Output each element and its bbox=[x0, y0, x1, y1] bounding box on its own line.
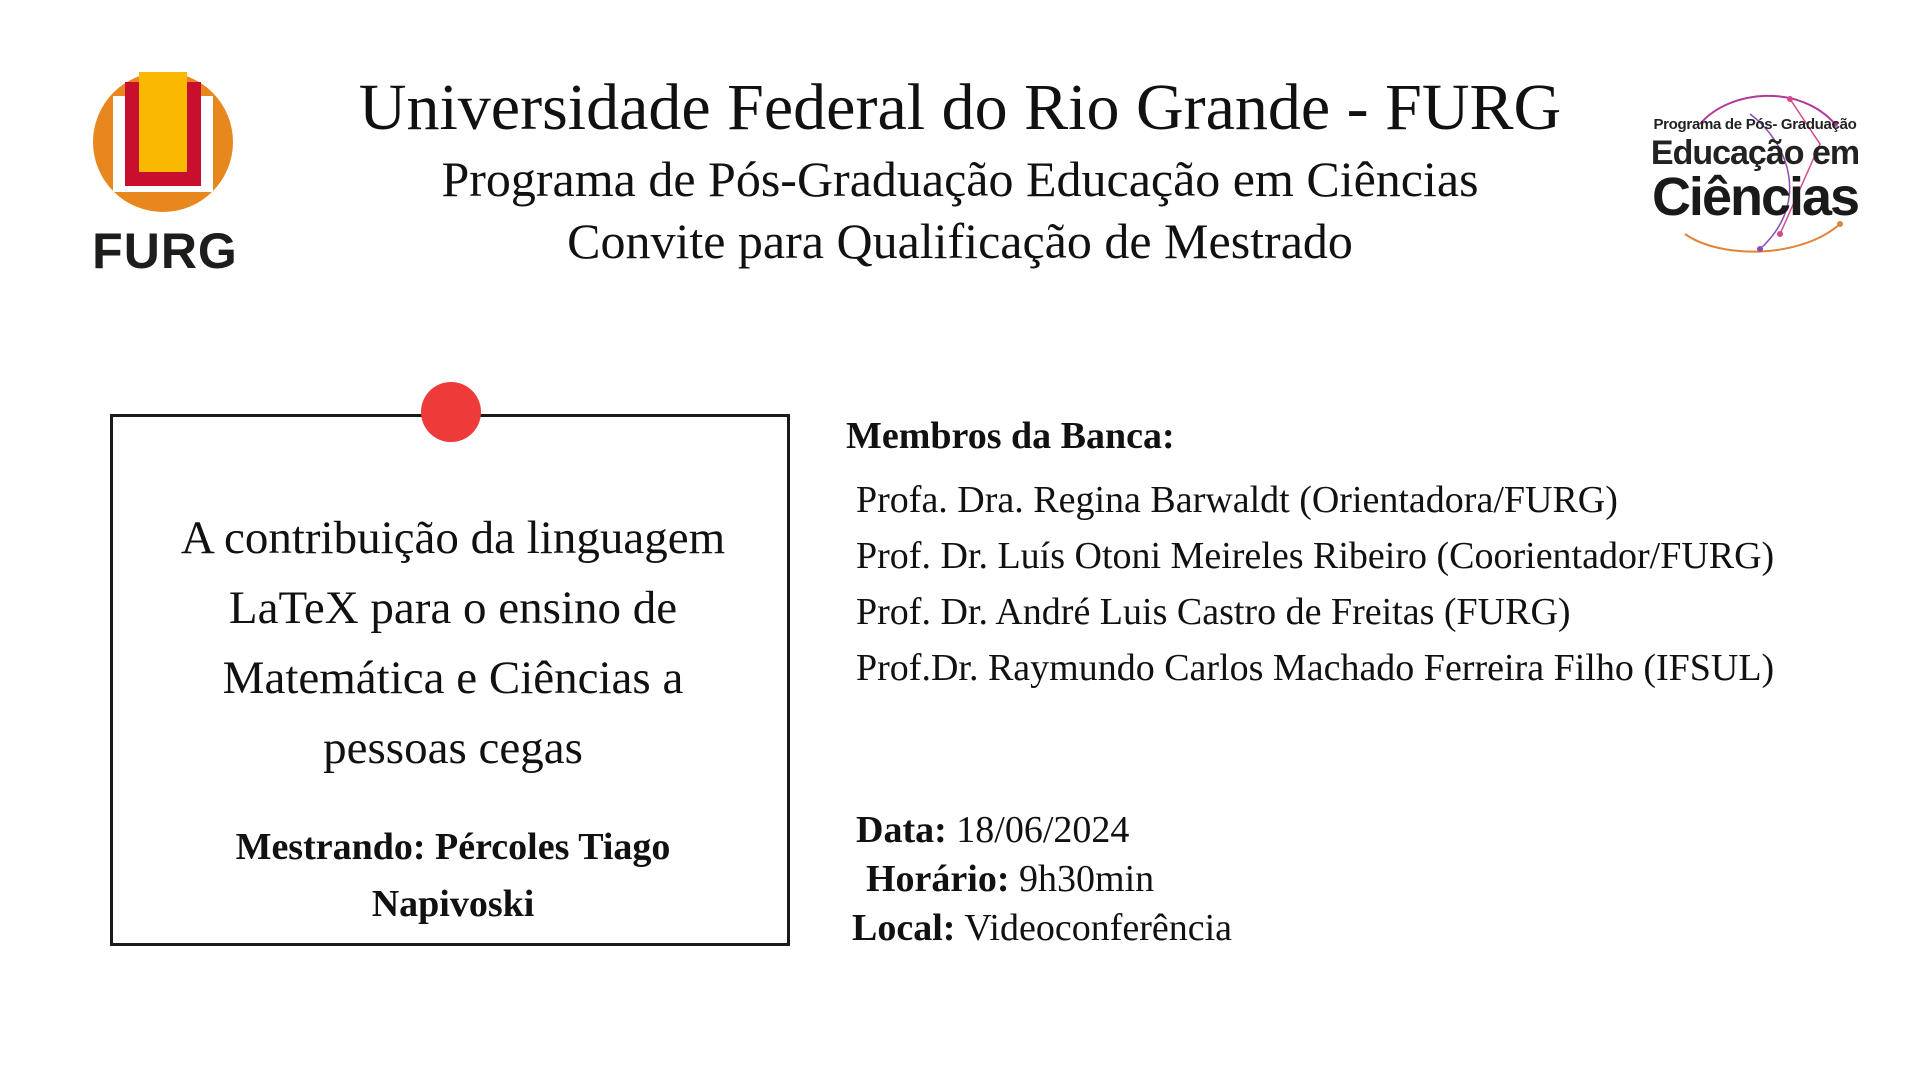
thesis-title bbox=[133, 503, 773, 783]
date-line bbox=[856, 808, 1129, 852]
time-line bbox=[866, 857, 1154, 901]
place-label: Local: bbox=[852, 907, 956, 949]
ppg-logo bbox=[1640, 84, 1870, 264]
date-value: 18/06/2024 bbox=[956, 809, 1130, 851]
invite-heading: Convite para Qualificação de Mestrado bbox=[567, 213, 1353, 269]
student-line: Mestrando: Pércoles Tiago bbox=[235, 826, 671, 868]
thesis-card bbox=[110, 414, 790, 946]
furg-logo-icon bbox=[90, 72, 240, 222]
page-title: Universidade Federal do Rio Grande - FURG bbox=[358, 71, 1562, 144]
board-title: Membros da Banca: bbox=[846, 415, 1175, 457]
date-label: Data: bbox=[856, 809, 947, 851]
pin-icon bbox=[421, 382, 481, 442]
time-value: 9h30min bbox=[1019, 858, 1155, 900]
thesis-line: A contribuição da linguagem bbox=[180, 512, 726, 564]
ppg-logo-mid-text: Educação em bbox=[1650, 134, 1860, 172]
time-label: Horário: bbox=[866, 858, 1010, 900]
thesis-line: LaTeX para o ensino de bbox=[228, 582, 678, 634]
thesis-line: Matemática e Ciências a bbox=[222, 652, 684, 704]
student-name bbox=[153, 819, 753, 933]
ppg-logo-small-text: Programa de Pós- Graduação bbox=[1653, 116, 1857, 133]
thesis-line: pessoas cegas bbox=[323, 722, 583, 774]
student-line: Napivoski bbox=[371, 883, 535, 925]
furg-logo bbox=[90, 72, 240, 279]
place-line bbox=[852, 906, 1232, 950]
program-subtitle: Programa de Pós-Graduação Educação em Ciências bbox=[441, 151, 1479, 207]
board-member: Prof. Dr. André Luis Castro de Freitas (FURG) bbox=[856, 591, 1571, 633]
place-value: Videoconferência bbox=[964, 907, 1233, 949]
board-members-list bbox=[856, 472, 1774, 696]
board-member: Prof.Dr. Raymundo Carlos Machado Ferreira Filho (IFSUL) bbox=[856, 647, 1775, 689]
furg-logo-text: FURG bbox=[92, 223, 238, 279]
board-member: Profa. Dra. Regina Barwaldt (Orientadora/FURG) bbox=[856, 479, 1618, 521]
ppg-logo-big-text: Ciências bbox=[1651, 167, 1859, 227]
header bbox=[270, 68, 1650, 272]
board-member: Prof. Dr. Luís Otoni Meireles Ribeiro (Coorientador/FURG) bbox=[856, 535, 1775, 577]
